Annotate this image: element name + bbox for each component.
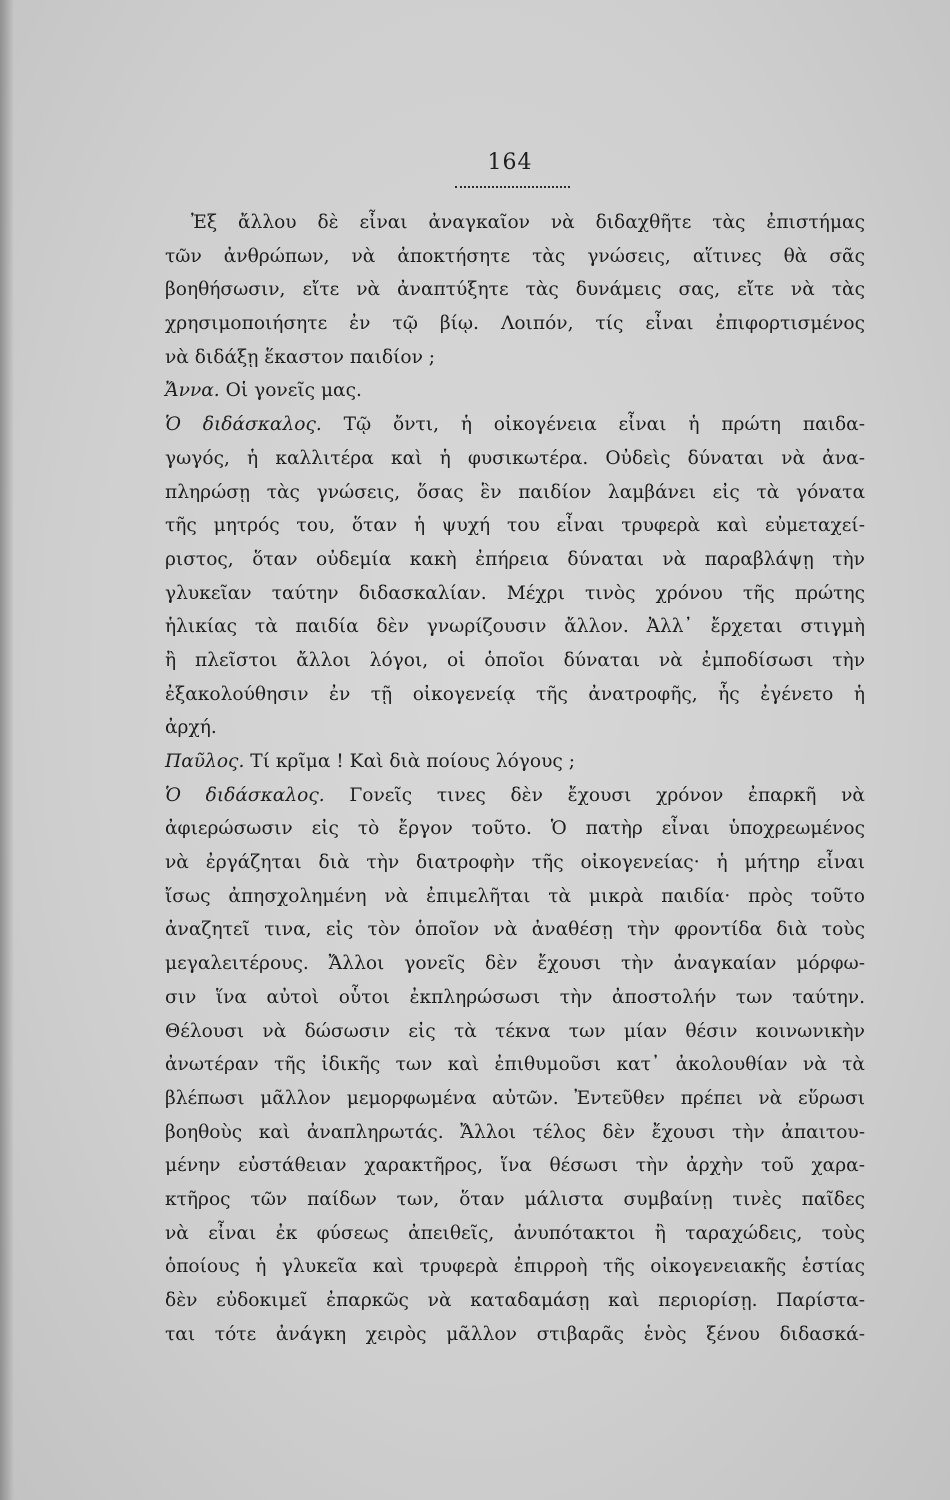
line-text: βοηθοὺς καὶ ἀναπληρωτάς. Ἄλλοι τέλος δὲν ἔχουσι τὴν ἀπαιτου-	[165, 1121, 865, 1143]
line-text: βοηθήσωσιν, εἴτε νὰ ἀναπτύξητε τὰς δυνάμεις σας, εἴτε νὰ τὰς	[165, 279, 865, 301]
text-line	[165, 1048, 865, 1082]
line-text: ἐξακολούθησιν ἐν τῇ οἰκογενείᾳ τῆς ἀνατροφῆς, ἧς ἐγένετο ἡ	[165, 683, 865, 705]
text-line	[165, 644, 865, 678]
body-text	[165, 206, 865, 1351]
text-line	[165, 812, 865, 846]
text-line	[165, 543, 865, 577]
text-line	[165, 1250, 865, 1284]
text-line	[165, 947, 865, 981]
line-text: ριστος, ὅταν οὐδεμία κακὴ ἐπήρεια δύναται νὰ παραβλάψῃ τὴν	[165, 548, 865, 570]
line-text: Τί κρῖμα ! Καὶ διὰ ποίους λόγους ;	[244, 751, 575, 772]
line-text: μεγαλειτέρους. Ἄλλοι γονεῖς δὲν ἔχουσι τὴν ἀναγκαίαν μόρφω-	[165, 953, 865, 975]
line-text: ὁποίους ἡ γλυκεῖα καὶ τρυφερὰ ἐπιρροὴ τῆς οἰκογενειακῆς ἑστίας	[165, 1256, 865, 1278]
line-text: ἀναζητεῖ τινα, εἰς τὸν ὁποῖον νὰ ἀναθέσῃ τὴν φροντίδα διὰ τοὺς	[165, 919, 865, 941]
text-line	[165, 779, 865, 813]
line-text: τῶν ἀνθρώπων, νὰ ἀποκτήσητε τὰς γνώσεις, αἵτινες θὰ σᾶς	[165, 245, 865, 267]
line-text: ἀνωτέραν τῆς ἰδικῆς των καὶ ἐπιθυμοῦσι κατ᾽ ἀκολουθίαν νὰ τὰ	[165, 1054, 865, 1076]
text-line	[165, 610, 865, 644]
text-line	[165, 307, 865, 341]
text-line	[165, 1284, 865, 1318]
text-line	[165, 711, 865, 745]
text-line	[165, 1116, 865, 1150]
line-text: νὰ διδάξῃ ἕκαστον παιδίον ;	[165, 346, 436, 368]
line-text: Θέλουσι νὰ δώσωσιν εἰς τὰ τέκνα των μίαν θέσιν κοινωνικὴν	[165, 1020, 865, 1042]
line-text: μένην εὐστάθειαν χαρακτῆρος, ἵνα θέσωσι τὴν ἀρχὴν τοῦ χαρα-	[165, 1155, 865, 1177]
line-text: νὰ ἐργάζηται διὰ τὴν διατροφὴν τῆς οἰκογενείας· ἡ μήτηρ εἶναι	[165, 852, 865, 874]
text-line	[165, 240, 865, 274]
line-text: τῆς μητρός του, ὅταν ἡ ψυχή του εἶναι τρυφερὰ καὶ εὐμεταχεί-	[165, 515, 865, 537]
text-line	[165, 273, 865, 307]
text-line	[165, 408, 865, 442]
text-line	[165, 206, 865, 240]
line-text: χρησιμοποιήσητε ἐν τῷ βίῳ. Λοιπόν, τίς εἶναι ἐπιφορτισμένος	[165, 313, 865, 335]
text-line	[165, 981, 865, 1015]
text-line	[165, 509, 865, 543]
text-line	[165, 442, 865, 476]
line-text: ται τότε ἀνάγκη χειρὸς μᾶλλον στιβαρᾶς ἑνὸς ξένου διδασκά-	[165, 1323, 865, 1345]
text-line	[165, 476, 865, 510]
line-text: ἀφιερώσωσιν εἰς τὸ ἔργον τοῦτο. Ὁ πατὴρ εἶναι ὑποχρεωμένος	[165, 818, 865, 840]
line-text: σιν ἵνα αὐτοὶ οὗτοι ἐκπληρώσωσι τὴν ἀποστολήν των ταύτην.	[165, 986, 865, 1008]
speaker-name: Ἄννα.	[165, 380, 220, 402]
line-text: πληρώσῃ τὰς γνώσεις, ὅσας ἓν παιδίον λαμβάνει εἰς τὰ γόνατα	[165, 481, 865, 503]
line-text: γωγός, ἡ καλλιτέρα καὶ ἡ φυσικωτέρα. Οὐδεὶς δύναται νὰ ἀνα-	[165, 447, 865, 469]
text-line	[165, 913, 865, 947]
line-text: Γονεῖς τινες δὲν ἔχουσι χρόνον ἐπαρκῆ νὰ	[324, 784, 865, 806]
text-line	[165, 577, 865, 611]
line-text: ἢ πλεῖστοι ἄλλοι λόγοι, οἱ ὁποῖοι δύναται νὰ ἐμποδίσωσι τὴν	[165, 649, 865, 671]
text-line	[165, 745, 865, 779]
line-text: ἀρχή.	[165, 717, 217, 739]
line-text: βλέπωσι μᾶλλον μεμορφωμένα αὐτῶν. Ἐντεῦθεν πρέπει νὰ εὕρωσι	[165, 1087, 865, 1109]
speaker-name: Παῦλος.	[165, 751, 245, 772]
text-line	[165, 846, 865, 880]
line-text: Οἱ γονεῖς μας.	[219, 380, 362, 402]
text-line	[165, 1082, 865, 1116]
line-text: νὰ εἶναι ἐκ φύσεως ἀπειθεῖς, ἀνυπότακτοι ἢ ταραχώδεις, τοὺς	[165, 1222, 865, 1244]
text-line	[165, 1318, 865, 1352]
line-text: ἡλικίας τὰ παιδία δὲν γνωρίζουσιν ἄλλον. Ἀλλ᾽ ἔρχεται στιγμὴ	[165, 616, 865, 638]
speaker-name: Ὁ διδάσκαλος.	[165, 414, 322, 436]
line-text: ἴσως ἀπησχολημένη νὰ ἐπιμελῆται τὰ μικρὰ παιδία· πρὸς τοῦτο	[165, 885, 865, 907]
text-line	[165, 678, 865, 712]
line-text: Τῷ ὄντι, ἡ οἰκογένεια εἶναι ἡ πρώτη παιδα-	[321, 414, 865, 436]
line-text: γλυκεῖαν ταύτην διδασκαλίαν. Μέχρι τινὸς χρόνου τῆς πρώτης	[165, 582, 865, 604]
text-line	[165, 1183, 865, 1217]
text-line	[165, 880, 865, 914]
text-line	[165, 1015, 865, 1049]
speaker-name: Ὁ διδάσκαλος.	[165, 784, 325, 806]
page-edge-shadow	[0, 0, 14, 1500]
line-text: δὲν εὐδοκιμεῖ ἐπαρκῶς νὰ καταδαμάσῃ καὶ περιορίσῃ. Παρίστα-	[165, 1290, 865, 1311]
page-number-rule	[455, 186, 570, 188]
text-line	[165, 1149, 865, 1183]
line-text: κτῆρος τῶν παίδων των, ὅταν μάλιστα συμβαίνῃ τινὲς παῖδες	[165, 1188, 865, 1210]
text-line	[165, 1217, 865, 1251]
text-line	[165, 374, 865, 408]
text-line	[165, 341, 865, 375]
line-text: Ἐξ ἄλλου δὲ εἶναι ἀναγκαῖον νὰ διδαχθῆτε τὰς ἐπιστήμας	[191, 212, 865, 233]
page-number: 164	[487, 150, 533, 175]
